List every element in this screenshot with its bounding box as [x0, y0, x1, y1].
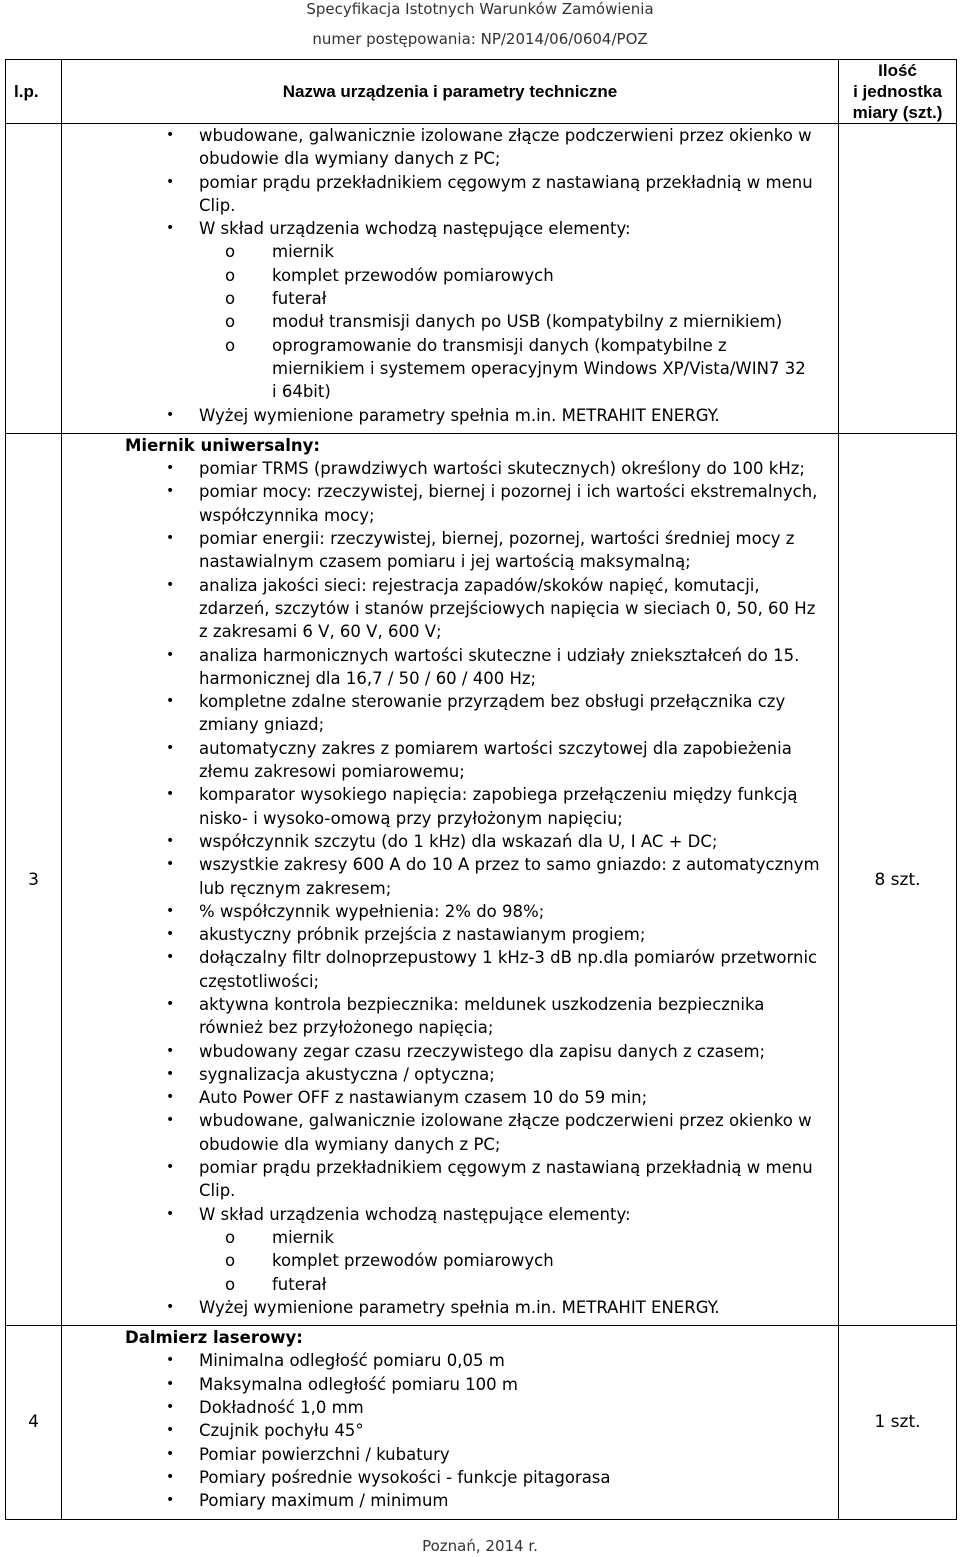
parameter-list: [62, 457, 838, 1319]
list-item: • wbudowany zegar czasu rzeczywistego dla zapisu danych z czasem;: [199, 1040, 826, 1063]
list-item: • Wyżej wymienione parametry spełnia m.in. METRAHIT ENERGY.: [199, 404, 826, 427]
list-item: • współczynnik szczytu (do 1 kHz) dla wskazań dla U, I AC + DC;: [199, 830, 826, 853]
list-item: • Czujnik pochyłu 45°: [199, 1419, 826, 1442]
composition-list: [199, 240, 826, 403]
table-row-4: [6, 1326, 957, 1519]
list-item: • sygnalizacja akustyczna / optyczna;: [199, 1063, 826, 1086]
list-item: • analiza jakości sieci: rejestracja zapadów/skoków napięć, komutacji, zdarzeń, szczytów i stanów przejściowych napięcia w sieciach 0, 50, 60 Hz z zakresami 6 V, 60 V, 600 V;: [199, 574, 826, 644]
list-item: • pomiar energii: rzeczywistej, biernej, pozornej, wartości średniej mocy z nastawialnym czasem pomiaru i jej wartością maksymalną;: [199, 527, 826, 574]
list-item: • pomiar prądu przekładnikiem cęgowym z nastawianą przekładnią w menu Clip.: [199, 1156, 826, 1203]
page-footer: Poznań, 2014 r.: [422, 1537, 538, 1555]
list-item: [199, 217, 826, 403]
item-description-cell: [62, 1326, 839, 1519]
list-item: • Maksymalna odległość pomiaru 100 m: [199, 1373, 826, 1396]
list-item: • Dokładność 1,0 mm: [199, 1396, 826, 1419]
composition-intro: W skład urządzenia wchodzą następujące elementy:: [199, 219, 631, 239]
row-number-cell: 3: [6, 433, 62, 1325]
list-item: • Minimalna odległość pomiaru 0,05 m: [199, 1349, 826, 1372]
item-description-cell: [62, 124, 839, 434]
composition-item: o miernik: [272, 1226, 814, 1249]
list-item: • wszystkie zakresy 600 A do 10 A przez to samo gniazdo: z automatycznym lub ręcznym zakresem;: [199, 853, 826, 900]
list-item: • pomiar mocy: rzeczywistej, biernej i pozornej i ich wartości ekstremalnych, współczynnika mocy;: [199, 480, 826, 527]
list-item: • analiza harmonicznych wartości skuteczne i udziały zniekształceń do 15. harmonicznej dla 16,7 / 50 / 60 / 400 Hz;: [199, 644, 826, 691]
composition-intro: W skład urządzenia wchodzą następujące elementy:: [199, 1204, 631, 1224]
composition-item: o futerał: [272, 287, 814, 310]
procedure-number: numer postępowania: NP/2014/06/0604/POZ: [312, 30, 648, 48]
row-number-cell: [6, 124, 62, 434]
composition-item: o komplet przewodów pomiarowych: [272, 1249, 814, 1272]
quantity-cell: [839, 124, 957, 434]
list-item: • wbudowane, galwanicznie izolowane złącze podczerwieni przez okienko w obudowie dla wymiany danych z PC;: [199, 1109, 826, 1156]
list-item: • kompletne zdalne sterowanie przyrządem bez obsługi przełącznika czy zmiany gniazd;: [199, 690, 826, 737]
list-item: • % współczynnik wypełnienia: 2% do 98%;: [199, 900, 826, 923]
column-header-quantity-line3: miary (szt.): [852, 103, 943, 122]
list-item: • wbudowane, galwanicznie izolowane złącze podczerwieni przez okienko w obudowie dla wymiany danych z PC;: [199, 124, 826, 171]
list-item: [199, 1203, 826, 1296]
list-item: • Wyżej wymienione parametry spełnia m.in. METRAHIT ENERGY.: [199, 1296, 826, 1319]
item-title: Dalmierz laserowy:: [125, 1328, 303, 1348]
composition-item: o miernik: [272, 240, 814, 263]
document-header-title: Specyfikacja Istotnych Warunków Zamówienia: [306, 0, 654, 18]
list-item: • akustyczny próbnik przejścia z nastawianym progiem;: [199, 923, 826, 946]
composition-item: o futerał: [272, 1273, 814, 1296]
list-item: • pomiar prądu przekładnikiem cęgowym z nastawianą przekładnią w menu Clip.: [199, 171, 826, 218]
composition-item: o oprogramowanie do transmisji danych (kompatybilne z miernikiem i systemem operacyjnym Windows XP/Vista/WIN7 32 i 64bit): [272, 334, 814, 404]
quantity-cell: 8 szt.: [839, 433, 957, 1325]
composition-list: [199, 1226, 826, 1296]
list-item: • komparator wysokiego napięcia: zapobiega przełączeniu między funkcją nisko- i wysoko-omową przy przyłożonym napięciu;: [199, 783, 826, 830]
parameter-list: [62, 1349, 838, 1512]
column-header-quantity-line2: i jednostka: [853, 82, 942, 101]
list-item: • Pomiar powierzchni / kubatury: [199, 1443, 826, 1466]
table-header-row: [6, 60, 957, 124]
composition-item: o moduł transmisji danych po USB (kompatybilny z miernikiem): [272, 310, 814, 333]
column-header-name: Nazwa urządzenia i parametry techniczne: [62, 60, 839, 124]
list-item: • aktywna kontrola bezpiecznika: meldunek uszkodzenia bezpiecznika również bez przyłożonego napięcia;: [199, 993, 826, 1040]
item-title: Miernik uniwersalny:: [125, 435, 320, 455]
list-item: • dołączalny filtr dolnoprzepustowy 1 kHz-3 dB np.dla pomiarów przetwornic częstotliwości;: [199, 946, 826, 993]
column-header-lp: l.p.: [6, 60, 62, 124]
column-header-quantity-line1: Ilość: [878, 61, 917, 80]
item-description-cell: [62, 433, 839, 1325]
list-item: • Auto Power OFF z nastawianym czasem 10 do 59 min;: [199, 1086, 826, 1109]
list-item: • Pomiary maximum / minimum: [199, 1489, 826, 1512]
row-number-cell: 4: [6, 1326, 62, 1519]
list-item: • pomiar TRMS (prawdziwych wartości skutecznych) określony do 100 kHz;: [199, 457, 826, 480]
composition-item: o komplet przewodów pomiarowych: [272, 264, 814, 287]
table-row-continued: [6, 124, 957, 434]
quantity-cell: 1 szt.: [839, 1326, 957, 1519]
list-item: • automatyczny zakres z pomiarem wartości szczytowej dla zapobieżenia złemu zakresowi pomiarowemu;: [199, 737, 826, 784]
list-item: • Pomiary pośrednie wysokości - funkcje pitagorasa: [199, 1466, 826, 1489]
column-header-quantity: [839, 60, 957, 124]
specification-table: [5, 59, 957, 1520]
table-row-3: [6, 433, 957, 1325]
parameter-list: [62, 124, 838, 427]
